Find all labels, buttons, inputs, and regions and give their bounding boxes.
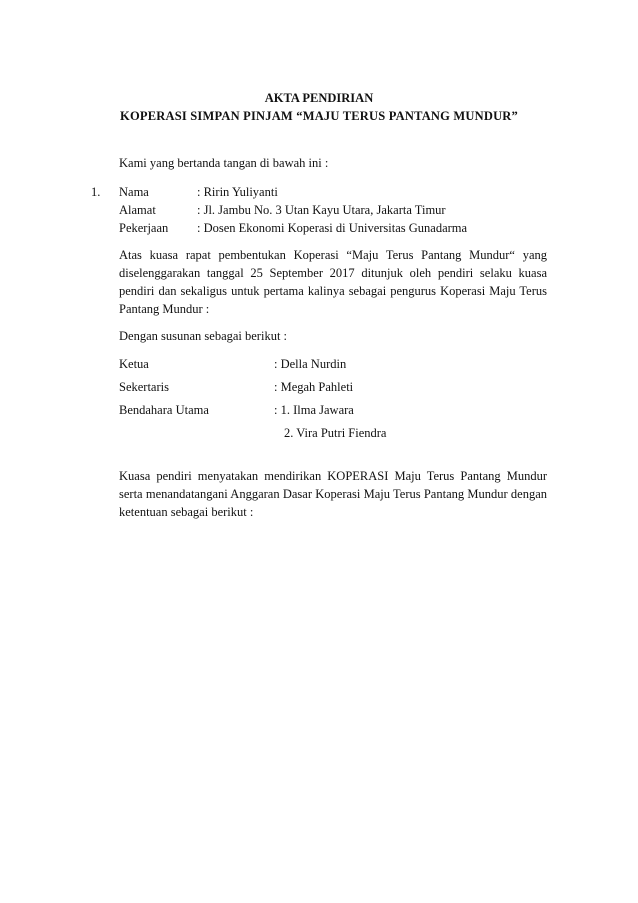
field-value-pekerjaan: : Dosen Ekonomi Koperasi di Universitas Gunadarma bbox=[197, 221, 468, 235]
field-label-nama: Nama bbox=[119, 185, 149, 199]
field-label-alamat: Alamat bbox=[119, 203, 156, 217]
paragraph-pendirian: Kuasa pendiri menyatakan mendirikan KOPERASI Maju Terus Pantang Mundur serta menandatangani Anggaran Dasar Koperasi Maju Terus Pantang Mundur dengan ketentuan sebagai berikut : bbox=[119, 469, 547, 519]
paragraph-kuasa-rapat: Atas kuasa rapat pembentukan Koperasi “Maju Terus Pantang Mundur“ yang diselenggarakan tanggal 25 September 2017 ditunjuk oleh pendiri selaku kuasa pendiri dan sekaligus untuk pertama kalinya sebagai pengurus Koperasi Maju Terus Pantang Mundur : bbox=[119, 248, 547, 316]
field-value-nama: : Ririn Yuliyanti bbox=[197, 185, 278, 199]
list-number: 1. bbox=[91, 185, 101, 199]
officer-label-ketua: Ketua bbox=[119, 357, 149, 371]
field-label-pekerjaan: Pekerjaan bbox=[119, 221, 169, 235]
field-value-alamat: : Jl. Jambu No. 3 Utan Kayu Utara, Jakarta Timur bbox=[197, 203, 446, 217]
officer-value-sekertaris: : Megah Pahleti bbox=[274, 380, 354, 394]
officer-label-sekertaris: Sekertaris bbox=[119, 380, 169, 394]
document-subtitle: KOPERASI SIMPAN PINJAM “MAJU TERUS PANTANG MUNDUR” bbox=[120, 109, 518, 123]
intro-text: Kami yang bertanda tangan di bawah ini : bbox=[119, 156, 329, 170]
officer-value-ketua: : Della Nurdin bbox=[274, 357, 347, 371]
susunan-intro: Dengan susunan sebagai berikut : bbox=[119, 329, 288, 343]
officer-value-bendahara: : 1. Ilma Jawara bbox=[274, 403, 354, 417]
document-title: AKTA PENDIRIAN bbox=[264, 91, 374, 105]
officer-value-bendahara-2: 2. Vira Putri Fiendra bbox=[284, 426, 387, 440]
officer-label-bendahara: Bendahara Utama bbox=[119, 403, 209, 417]
